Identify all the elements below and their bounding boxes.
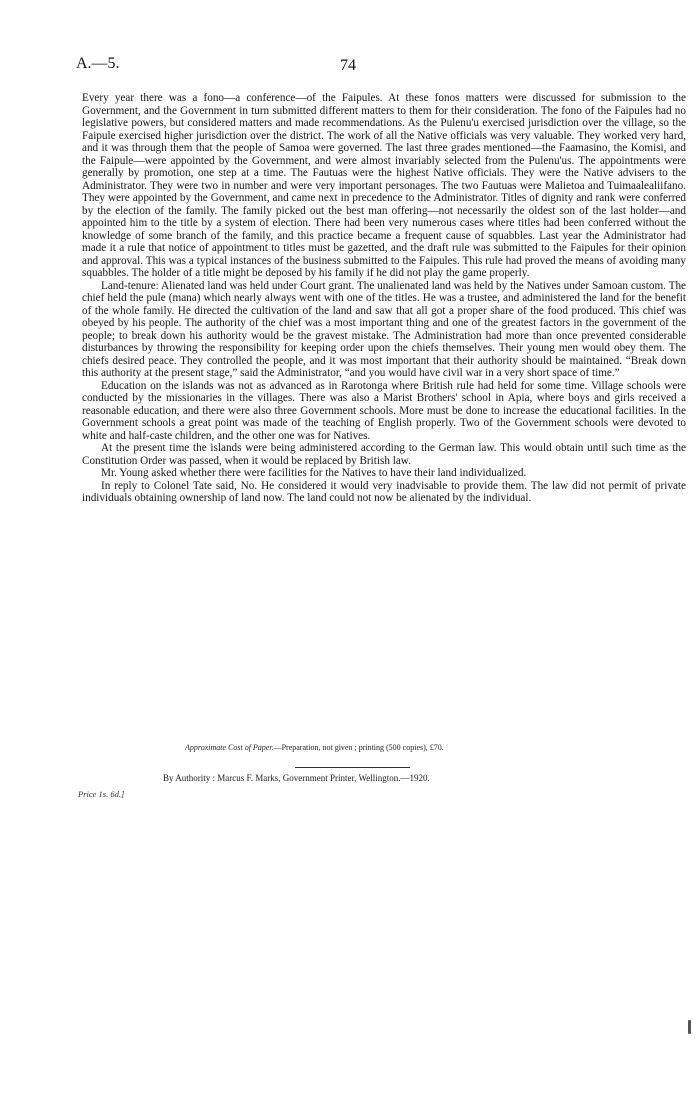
- footer-rule: [295, 767, 410, 768]
- authority-line: By Authority : Marcus F. Marks, Government Printer, Wellington.—1920.: [163, 773, 430, 783]
- document-reference: A.—5.: [76, 55, 120, 72]
- paragraph-german-law: At the present time the islands were being administered according to the German law. This would obtain until such time as the Constitution Order was passed, when it would be replaced by British law.: [82, 442, 686, 467]
- scan-mark: [688, 1020, 691, 1034]
- cost-text: —Preparation, not given ; printing (500 copies), £70.: [273, 743, 444, 752]
- cost-footnote: [185, 743, 605, 752]
- paragraph-land-tenure: Land-tenure: Alienated land was held under Court grant. The unalienated land was held by the Natives under Samoan custom. The chief held the pule (mana) which nearly always went with one of the titles. He was a trustee, and administered the land for the benefit of the whole family. He directed the cultivation of the land and saw that all got a proper share of the food produced. This chief was obeyed by his people. The authority of the chief was a most important thing and one of the greatest factors in the government of the people; to break down his authority would be the gravest mistake. The Administration had more than once prevented considerable disturbances by throwing the responsibility for keeping order upon the chiefs themselves. Their young men would obey them. The chiefs desired peace. They controlled the people, and it was most important that their authority should be maintained. “Break down this authority at the present stage,” said the Administrator, “and you would have civil war in a very short space of time.”: [82, 279, 686, 379]
- cost-label: Approximate Cost of Paper.: [185, 743, 274, 752]
- page-number: 74: [340, 57, 356, 74]
- paragraph-tate-reply: In reply to Colonel Tate said, No. He considered it would very inadvisable to provide them. The law did not permit of private individuals obtaining ownership of land now. The land could not now be alienated by the individual.: [82, 479, 686, 504]
- paragraph-education: Education on the islands was not as advanced as in Rarotonga where British rule had held for some time. Village schools were conducted by the missionaries in the villages. There was also a Marist Brothers' school in Apia, where boys and girls received a reasonable education, and there were also three Government schools. More must be done to increase the educational facilities. In the Government schools a great point was made of the teaching of English properly. Two of the Government schools were devoted to white and half-caste children, and the other one was for Natives.: [82, 379, 686, 442]
- price-note: Price 1s. 6d.]: [78, 789, 125, 799]
- body-text: [82, 92, 686, 505]
- paragraph-fono: Every year there was a fono—a conference—of the Faipules. At these fonos matters were discussed for submission to the Government, and the Government in turn submitted different matters to them for their consideration. The fono of the Faipules had no legislative powers, but considered matters and made recommendations. As the Pulenu'u exercised jurisdiction over the village, so the Faipule exercised higher jurisdiction over the district. The work of all the Native officials was very valuable. They worked very hard, and it was through them that the people of Samoa were governed. The last three grades mentioned—the Faamasino, the Komisi, and the Faipule—were appointed by the Government, and were almost invariably selected from the Pulenu'us. The appointments were generally by promotion, one step at a time. The Fautuas were the highest Native officials. They were the Native advisers to the Administrator. They were two in number and were very important personages. The two Fautuas were Malietoa and Tuimaalealiifano. They were appointed by the Government, and came next in precedence to the Administrator. Titles of dignity and rank were conferred by the election of the family. The family picked out the best man offering—not necessarily the oldest son of the last holder—and appointed him to the title by a system of election. There had been very numerous cases where titles had been conferred without the knowledge of some branch of the family, and this practice became a frequent cause of squabbles. Last year the Administrator had made it a rule that notice of appointment to titles must be gazetted, and the draft rule was submitted to the Faipules for their opinion and approval. This was a typical instances of the business submitted to the Faipules. This rule had proved the means of avoiding many squabbles. The holder of a title might be deposed by his family if he did not play the game properly.: [82, 92, 686, 279]
- paragraph-young-question: Mr. Young asked whether there were facilities for the Natives to have their land individualized.: [101, 467, 527, 479]
